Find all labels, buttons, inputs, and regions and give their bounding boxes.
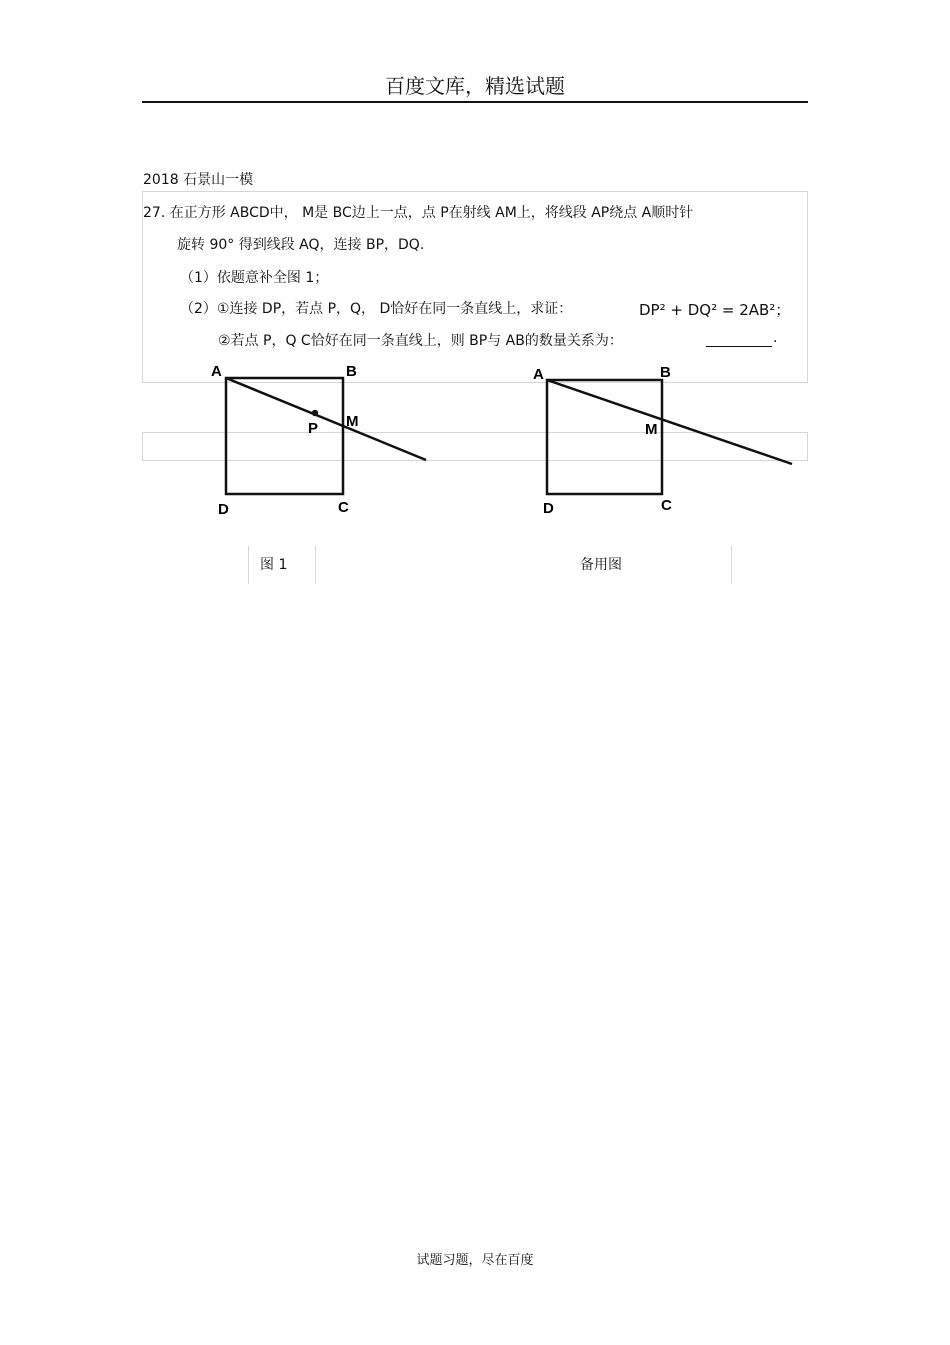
caption-separator-left [248,546,249,584]
fig1-caption: 图 1 [260,557,288,573]
fig1-label-m: M [346,413,359,430]
header-rule [142,101,808,103]
fig1-ray-am [226,378,426,460]
exam-source: 2018 石景山一模 [143,172,254,188]
problem-equation: DP² + DQ² = 2AB²； [639,301,791,319]
page-header-title: 百度文库，精选试题 [385,74,565,98]
figure-1 [211,363,426,518]
fig1-label-p: P [308,420,319,437]
fig1-label-d: D [218,501,229,518]
problem-part-2b: ②若点 P，Q C恰好在同一条直线上，则 BP与 AB的数量关系为： [218,333,623,349]
answer-blank [706,346,772,347]
problem-line-1: 27. 在正方形 ABCD中， M是 BC边上一点，点 P在射线 AM上，将线段 AP绕点 A顺时针 [143,205,694,221]
figures-svg [0,360,950,530]
caption-separator-right [731,546,732,584]
fig2-label-b: B [660,364,671,381]
fig2-label-a: A [533,366,544,383]
fig1-point-p [312,410,318,416]
problem-part-2a: （2）①连接 DP，若点 P，Q， D恰好在同一条直线上，求证： [180,301,573,317]
box-right-border [807,191,808,383]
caption-separator-mid [315,546,316,584]
problem-part-1: （1）依题意补全图 1； [180,270,329,286]
box-top-border [142,191,808,192]
page-footer: 试题习题，尽在百度 [416,1253,534,1268]
fig2-caption: 备用图 [580,557,622,573]
problem-line-2: 旋转 90° 得到线段 AQ，连接 BP，DQ. [177,237,425,253]
fig1-square [226,378,343,494]
fig1-label-a: A [211,363,222,380]
fig1-label-b: B [346,363,357,380]
fig2-label-d: D [543,500,554,517]
figure-2 [533,364,792,517]
answer-blank-period: . [773,330,778,346]
fig2-label-m: M [645,421,658,438]
fig2-label-c: C [661,497,672,514]
figures [0,360,950,534]
fig2-ray-am [547,380,792,464]
fig1-label-c: C [338,499,349,516]
